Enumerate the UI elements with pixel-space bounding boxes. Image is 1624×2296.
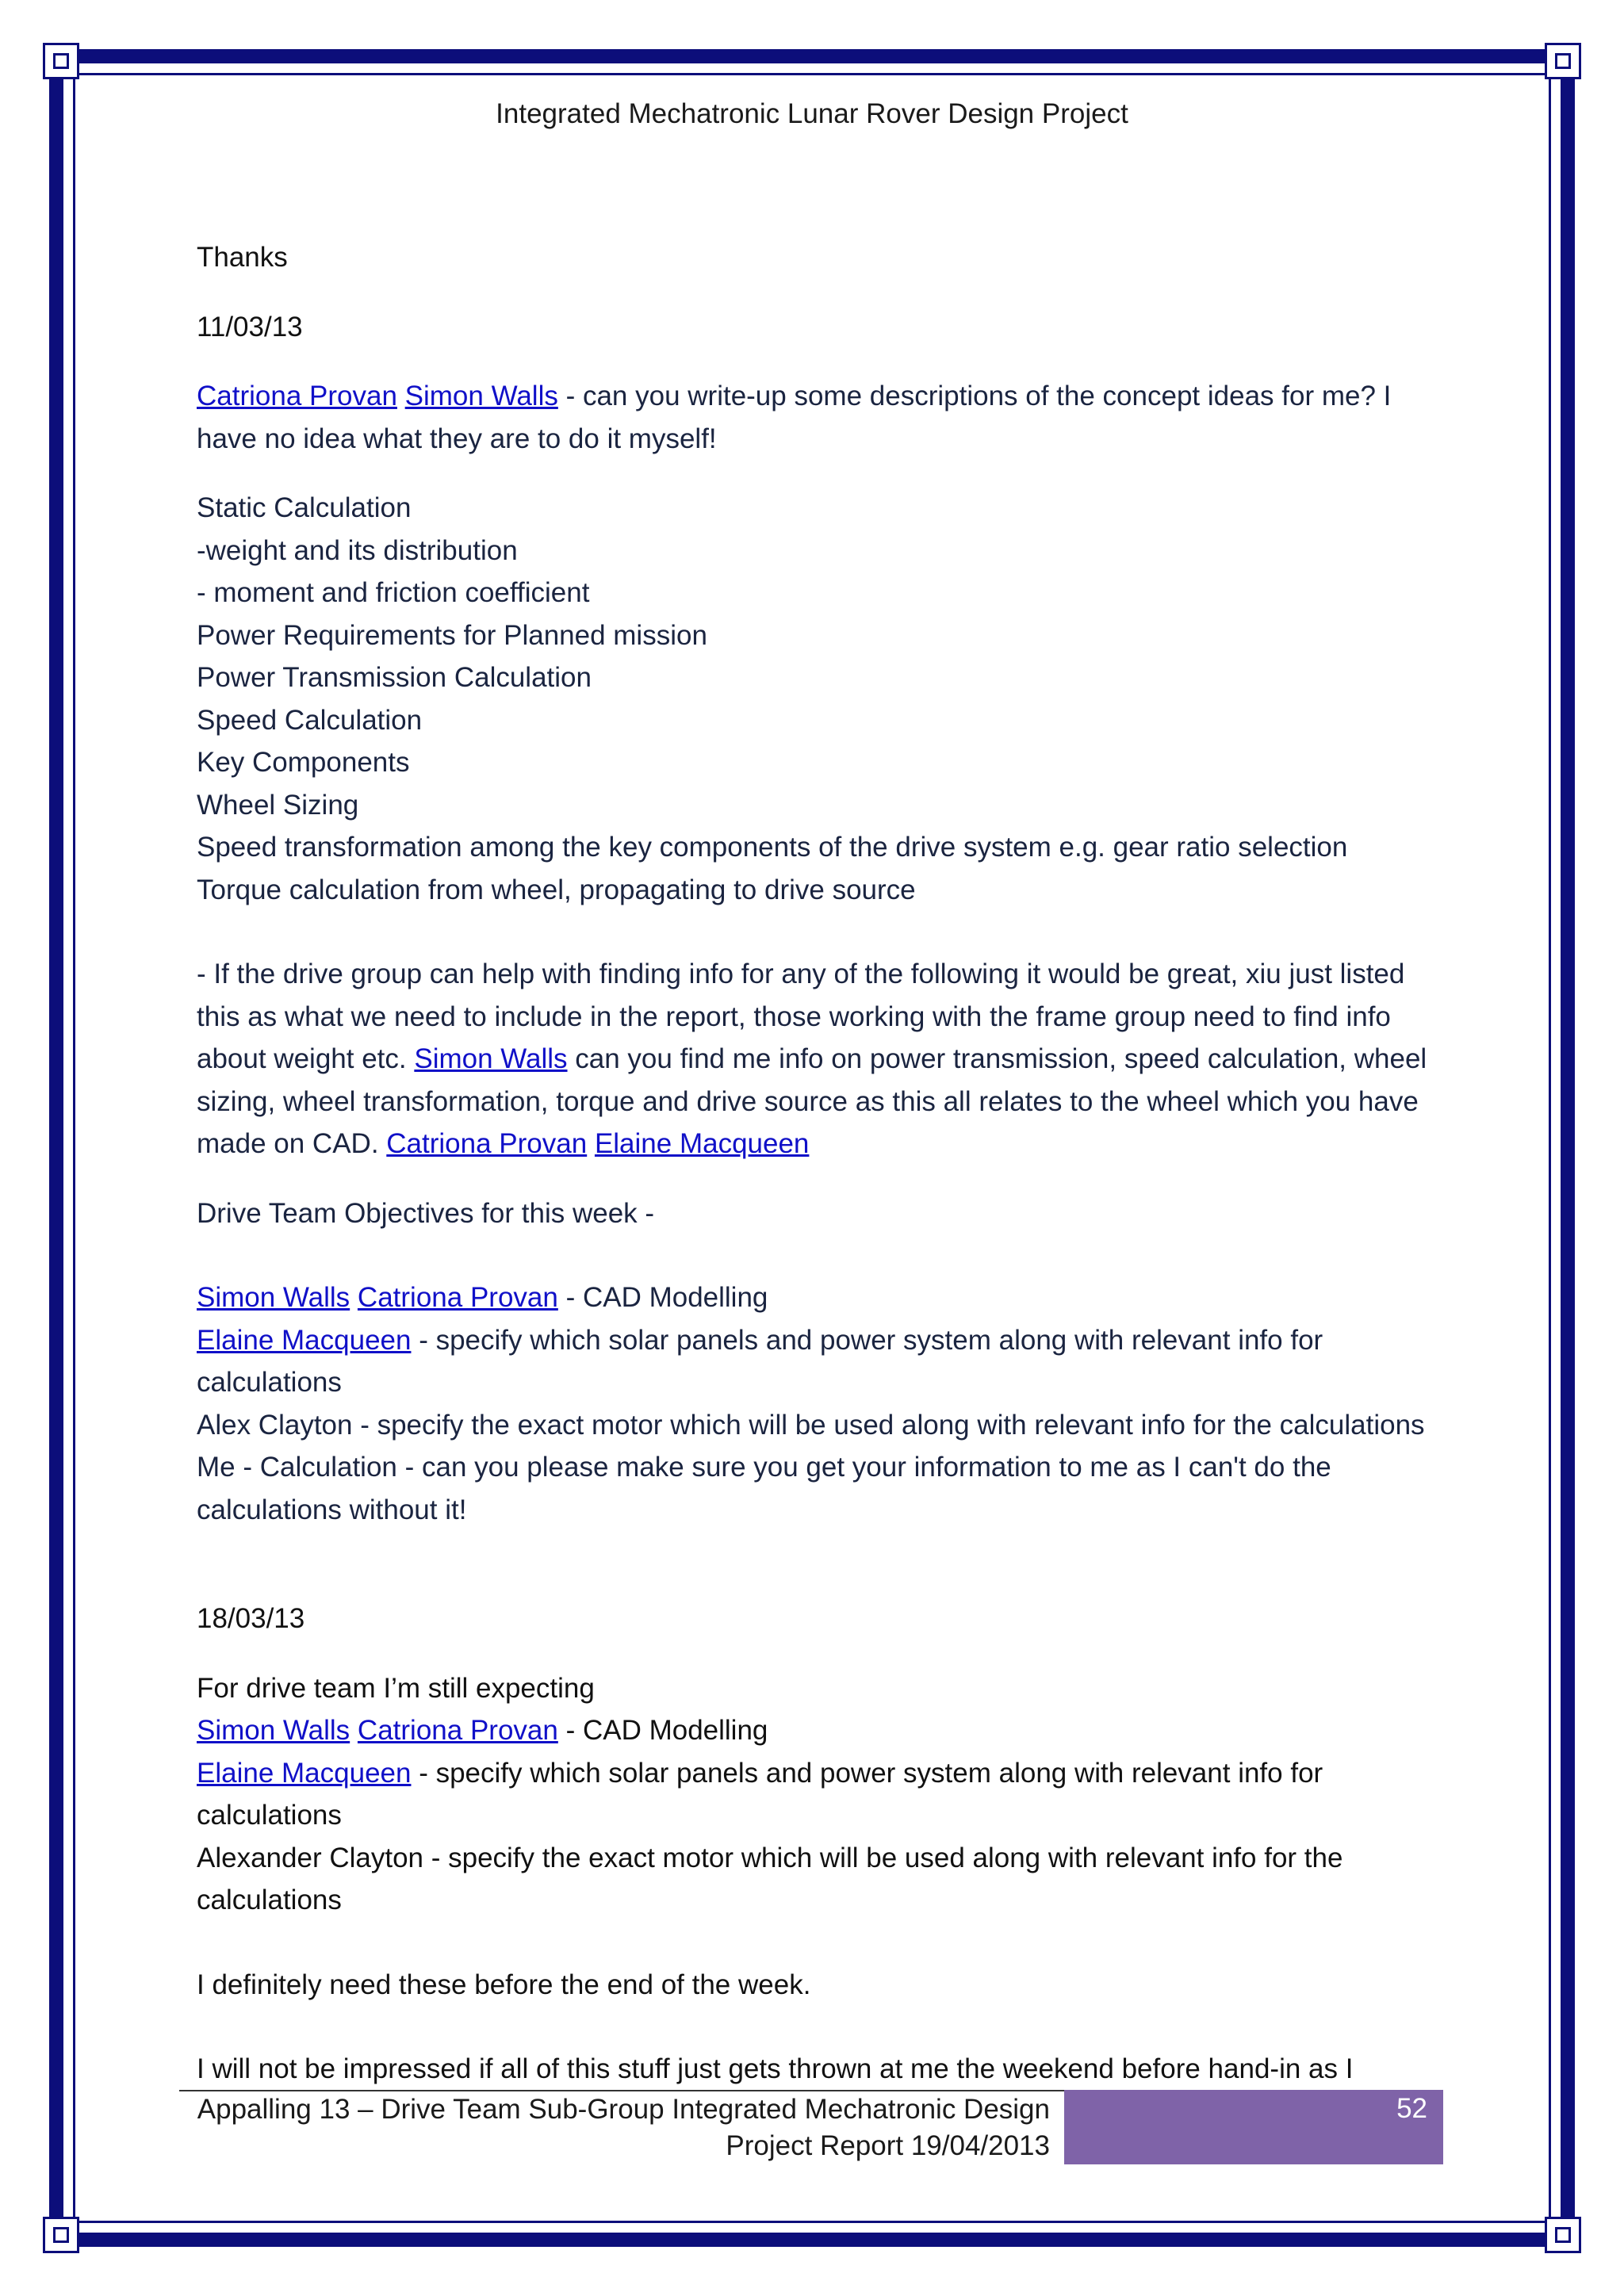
date-entry-1: 11/03/13: [197, 311, 303, 342]
page-number-box: [1064, 2090, 1443, 2164]
objective-line: Elaine Macqueen - specify which solar panels and power system along with relevant info for calculations: [197, 1324, 1323, 1398]
link-elaine-macqueen[interactable]: Elaine Macqueen: [197, 1757, 412, 1789]
expecting-line: Alexander Clayton - specify the exact motor which will be used along with relevant info for the calculations: [197, 1842, 1343, 1915]
final-line: I will not be impressed if all of this stuff just gets thrown at me the weekend before hand-in as I: [197, 2053, 1354, 2084]
link-simon-walls[interactable]: Simon Walls: [404, 381, 558, 411]
objective-line: Me - Calculation - can you please make sure you get your information to me as I can't do the calculations without it!: [197, 1452, 1331, 1525]
thanks-line: Thanks: [197, 242, 288, 273]
corner-ornament-bottom-right: [1545, 2217, 1581, 2253]
list-item: Key Components: [197, 747, 410, 778]
link-elaine-macqueen[interactable]: Elaine Macqueen: [594, 1128, 810, 1159]
objectives-heading: Drive Team Objectives for this week -: [197, 1197, 655, 1229]
list-item: Static Calculation: [197, 492, 412, 523]
drive-group-paragraph: - If the drive group can help with finding info for any of the following it would be great, xiu just listed this as what we need to include in the report, those working with the frame group need to find info about weight etc. Simon Walls can you find me info on power transmission, speed calculation, wheel sizing, wheel transformation, torque and drive source as this all relates to the wheel which you have made on CAD. Catriona Provan Elaine Macqueen: [197, 959, 1427, 1159]
calculation-list: [197, 487, 1434, 1165]
expecting-section: [197, 1667, 1434, 2091]
link-catriona-provan[interactable]: Catriona Provan: [357, 1282, 558, 1313]
objectives-section: [197, 1192, 1434, 1532]
page-number: 52: [1396, 2093, 1427, 2124]
objective-line: Alex Clayton - specify the exact motor which will be used along with relevant info for the calculations: [197, 1409, 1425, 1441]
expecting-line: Elaine Macqueen - specify which solar panels and power system along with relevant info for calculations: [197, 1757, 1323, 1831]
list-item: - moment and friction coefficient: [197, 577, 590, 608]
list-item: Power Transmission Calculation: [197, 662, 592, 693]
list-item: -weight and its distribution: [197, 534, 518, 566]
corner-ornament-bottom-left: [43, 2217, 79, 2253]
expecting-line: Simon Walls Catriona Provan - CAD Modelling: [197, 1715, 768, 1746]
list-item: Speed Calculation: [197, 704, 423, 736]
footer-line-2: Project Report 19/04/2013: [726, 2130, 1050, 2161]
list-item: Power Requirements for Planned mission: [197, 619, 707, 651]
link-catriona-provan[interactable]: Catriona Provan: [386, 1128, 588, 1159]
page-header-title: Integrated Mechatronic Lunar Rover Design Project: [496, 98, 1128, 129]
corner-ornament-top-right: [1545, 43, 1581, 79]
need-line: I definitely need these before the end of the week.: [197, 1969, 811, 2000]
footer-line-1: Appalling 13 – Drive Team Sub-Group Integrated Mechatronic Design: [197, 2094, 1050, 2125]
link-catriona-provan[interactable]: Catriona Provan: [197, 381, 397, 411]
link-simon-walls[interactable]: Simon Walls: [197, 1715, 350, 1746]
list-item: Torque calculation from wheel, propagating to drive source: [197, 874, 916, 905]
list-item: Speed transformation among the key components of the drive system e.g. gear ratio selection: [197, 832, 1348, 863]
link-elaine-macqueen[interactable]: Elaine Macqueen: [197, 1324, 412, 1356]
list-item: Wheel Sizing: [197, 789, 359, 821]
corner-ornament-top-left: [43, 43, 79, 79]
link-catriona-provan[interactable]: Catriona Provan: [357, 1715, 558, 1746]
link-simon-walls[interactable]: Simon Walls: [197, 1282, 350, 1313]
objective-line: Simon Walls Catriona Provan - CAD Modelling: [197, 1282, 768, 1313]
document-body: [197, 236, 1434, 2118]
link-simon-walls[interactable]: Simon Walls: [414, 1043, 568, 1074]
footer-text: [197, 2090, 1050, 2164]
concept-request-paragraph: Catriona Provan Simon Walls - can you write-up some descriptions of the concept ideas for me? I have no idea what they are to do it myself!: [197, 381, 1392, 454]
expecting-intro: For drive team I’m still expecting: [197, 1672, 595, 1704]
date-entry-2: 18/03/13: [197, 1603, 305, 1634]
